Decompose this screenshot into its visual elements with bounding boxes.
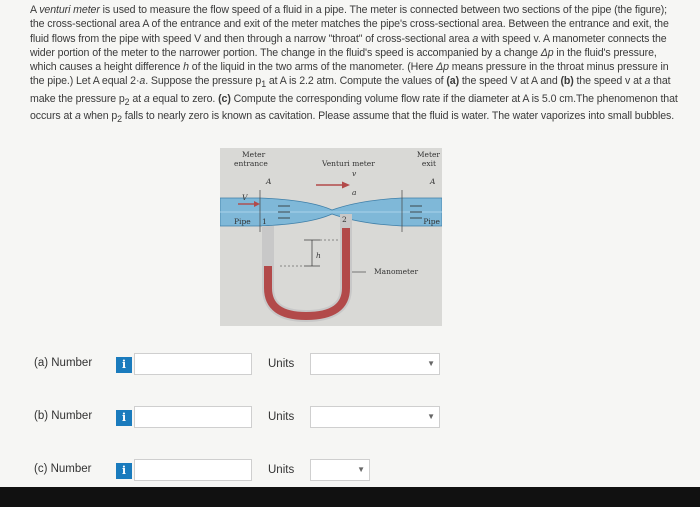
figure-background — [220, 148, 442, 326]
chevron-down-icon: ▼ — [427, 412, 435, 421]
answer-row-b — [34, 406, 454, 430]
label-pipe-right: Pipe — [423, 217, 440, 226]
answer-b-number-input[interactable] — [134, 406, 252, 428]
label-pipe-left: Pipe — [234, 217, 251, 226]
label-V: V — [242, 193, 248, 202]
info-icon[interactable]: i — [116, 410, 132, 426]
label-manometer: Manometer — [374, 267, 419, 276]
label-A-right: A — [430, 177, 436, 186]
venturi-meter-figure — [220, 148, 442, 326]
label-point-1: 1 — [262, 217, 267, 226]
bottom-bar — [0, 487, 700, 507]
answer-c-units-select[interactable] — [310, 459, 370, 481]
problem-statement: A venturi meter is used to measure the flow speed of a fluid in a pipe. The meter is connected between two sections of the pipe (the figure); the cross-sectional area A of the entrance and exit of the meter matches the pipe's cross-sectional area. Between the entrance and exit, the fluid flows from the pipe with speed V and then through a narrow "throat" of cross-sectional area a with speed v. A manometer connects the wider portion of the meter to the narrower portion. The change in the fluid's speed is accompanied by a change Δp in the fluid's pressure, which causes a height difference h of the liquid in the two arms of the manometer. (Here Δp means pressure in the throat minus pressure in the pipe.) Let A equal 2·a. Suppose the pressure $p_1$ at A is 2.2 atm. Compute the values of (a) the speed V at A and (b) the speed v at a that make the pressure $p_2$ at a equal to zero. (c) Compute the corresponding volume flow rate if the diameter at A is 5.0 cm.The phenomenon that occurs at a when $p_2$ falls to nearly zero is known as cavitation. Please assume that the fluid is water. The water vaporizes into small bubbles. — [30, 4, 678, 125]
label-meter-entrance-2: entrance — [234, 159, 268, 168]
answer-a-number-input[interactable] — [134, 353, 252, 375]
chevron-down-icon: ▼ — [357, 465, 365, 474]
answer-row-c — [34, 459, 454, 483]
answer-c-units-label: Units — [268, 464, 295, 476]
answer-b-units-label: Units — [268, 411, 295, 423]
label-v: v — [352, 169, 357, 178]
label-meter-exit-2: exit — [421, 159, 436, 168]
label-meter-exit-1: Meter — [416, 150, 440, 159]
label-meter-entrance-1: Meter — [242, 150, 266, 159]
answer-row-a — [34, 353, 454, 377]
answer-a-label: (a) Number — [34, 357, 93, 369]
info-icon[interactable]: i — [116, 463, 132, 479]
answer-c-label: (c) Number — [34, 463, 92, 475]
answer-a-units-label: Units — [268, 358, 295, 370]
info-icon[interactable]: i — [116, 357, 132, 373]
label-venturi-meter: Venturi meter — [322, 159, 375, 168]
answer-b-units-select[interactable] — [310, 406, 440, 428]
label-a: a — [352, 188, 357, 197]
label-h: h — [316, 251, 321, 260]
answer-c-number-input[interactable] — [134, 459, 252, 481]
chevron-down-icon: ▼ — [427, 359, 435, 368]
answer-b-label: (b) Number — [34, 410, 93, 422]
label-A-left: A — [266, 177, 272, 186]
label-point-2: 2 — [342, 215, 347, 224]
answer-a-units-select[interactable] — [310, 353, 440, 375]
